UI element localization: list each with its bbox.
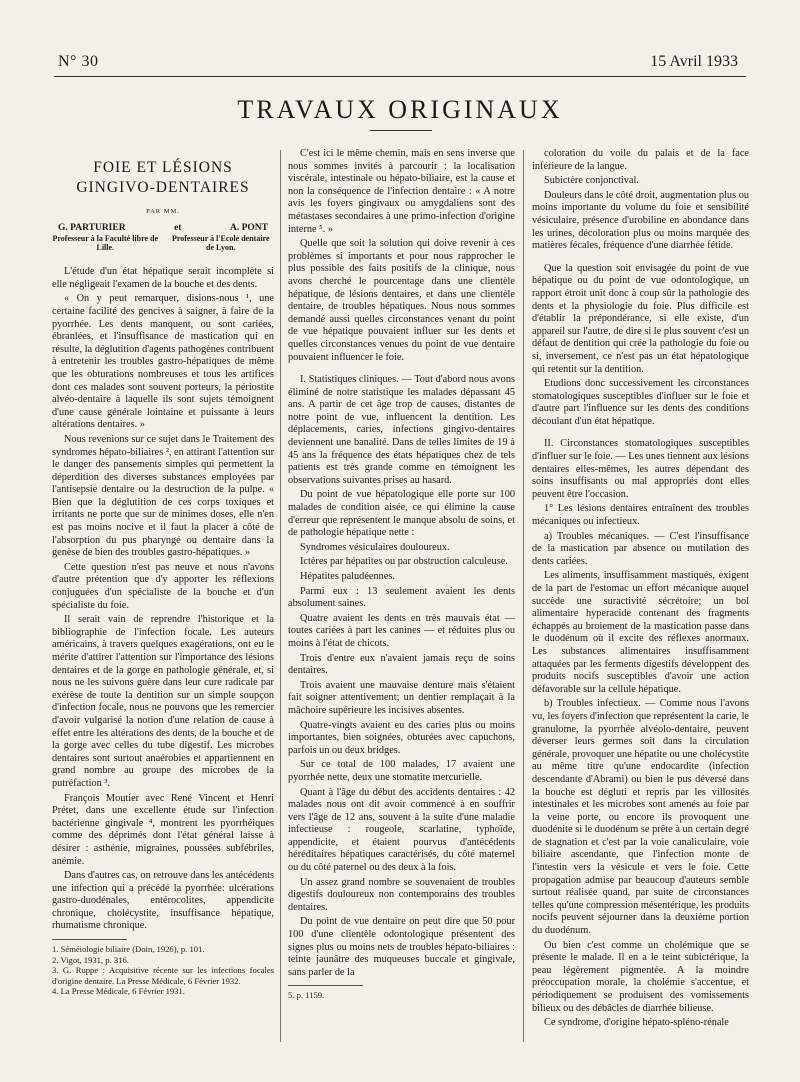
paragraph: Les aliments, insuffisamment mastiqués, exigent de la part de l'estomac un effort mécanique auquel succède une suractivité sécrétoire; un bol alimentaire hyperacide contenant des fragments échappés au broiement de la mastication passe dans le duodénum où il excite des réflexes anormaux. Les substances alimentaires insuffisamment attaquées par les ferments digestifs développent des produits nocifs susceptibles d'avoir une action défavorable sur la cellule hépatique. bbox=[532, 570, 749, 695]
paragraph: Trois avaient une mauvaise denture mais s'étaient fait soigner attentivement; un dentier remplaçait à la mâchoire supérieure les incisives absentes. bbox=[288, 679, 515, 716]
paragraph: Subictère conjonctival. bbox=[544, 175, 639, 187]
article-title bbox=[52, 158, 274, 198]
paragraph: Quatre avaient les dents en très mauvais état — toutes cariées à part les canines — et réduites plus ou moins à l'état de chicots. bbox=[288, 612, 515, 649]
paragraph: Du point de vue dentaire on peut dire que 50 pour 100 d'une clientèle odontologique présentent des signes plus ou moins nets de troubles hépato-biliaires : teinte jaunâtre des muqueuses buccale et gingivale, sans parler de la bbox=[288, 916, 515, 978]
footnote: 2. Vigot, 1931, p. 316. bbox=[52, 954, 129, 965]
paragraph: François Moutier avec René Vincent et Henri Prétet, dans une excellente étude sur l'infection bactérienne gingivale ⁴, montrent les pyorrhéiques comme des déprimés dont l'état général laisse à désirer : asthénie, migraines, poussées subfébriles, anémie. bbox=[52, 792, 274, 867]
footnote: 1. Séméiologie biliaire (Doin, 1926), p. 101. bbox=[52, 944, 205, 955]
issue-number: N° 30 bbox=[58, 53, 99, 70]
affiliations bbox=[52, 234, 274, 252]
paragraph: Etudions donc successivement les circonstances stomatologiques susceptibles d'influer sur le foie et d'autre part l'influence sur les dents des conditions découlant d'un état hépatique. bbox=[532, 378, 749, 427]
paragraph: L'étude d'un état hépatique serait incomplète si elle négligeait l'examen de la bouche et des dents. bbox=[52, 266, 274, 290]
paragraph: Sur ce total de 100 malades, 17 avaient une pyorrhée nette, deux une stomatite mercurielle. bbox=[288, 759, 515, 783]
paragraph: Que la question soit envisagée du point de vue hépatique ou du point de vue odontologique, un rapport étroit unit donc à coup sûr la pathologie des dents et la physiologie du foie. Plus difficile est d'établir la prépondérance, si elle existe, d'un appareil sur l'autre, de dire si le plus souvent c'est un défaut de dentition qui crée la pathologie du foie ou si, inversement, ce n'est pas un état hépatologique qui retentit sur la dentition. bbox=[532, 262, 749, 375]
paragraph: Dans d'autres cas, on retrouve dans les antécédents une infection qui a précédé la pyorrhée: ulcérations gastro-duodénales, entérocolites, appendicite chronique, cholécystite, insuffisance hépatique, rhumatisme chronique. bbox=[52, 870, 274, 932]
issue-date: 15 Avril 1933 bbox=[650, 53, 738, 70]
column-divider bbox=[280, 150, 281, 1042]
paragraph: Syndromes vésiculaires douloureux. bbox=[300, 541, 450, 553]
paragraph: Cette question n'est pas neuve et nous n'avons d'autre prétention que d'y apporter les réflexions conjuguées d'un spécialiste de la bouche et d'un spécialiste du foie. bbox=[52, 561, 274, 611]
author-conjunction: et bbox=[174, 222, 182, 233]
paragraph: 1° Les lésions dentaires entraînent des troubles mécaniques ou infectieux. bbox=[532, 503, 749, 528]
footnote-rule bbox=[288, 985, 363, 986]
author-pont: A. PONT bbox=[230, 222, 268, 233]
by-label: PAR MM. bbox=[146, 208, 180, 215]
paragraph: Quatre-vingts avaient eu des caries plus ou moins importantes, bien soignées, obturées avec capuchons, parfois un ou deux bridges. bbox=[288, 719, 515, 756]
footnote: 5. p. 1159. bbox=[288, 990, 325, 1001]
paragraph: a) Troubles mécaniques. — C'est l'insuffisance de la mastication par absence ou mutilation des dents cariées. bbox=[532, 530, 749, 567]
paragraph: Un assez grand nombre se souvenaient de troubles digestifs douloureux non contemporains des troubles dentaires. bbox=[288, 876, 515, 913]
footnote-rule bbox=[52, 939, 127, 940]
paragraph: « On y peut remarquer, disions-nous ¹, une certaine facilité des gencives à saigner, à faire de la pyorrhée. Les dents manquent, ou sont cariées, ébranlées, et l'insuffisance de mastication qui en résulte, la déglutition d'agents pathogènes contribuent à entretenir les troubles gastro-hépatiques de même que les obturations nombreuses et tous les artifices dont ces malades sont souvent porteurs, la périostite alvéo-dentaire à laquelle ils sont sujets témoignent d'une cause générale lointaine et puissante à leurs altérations dentaires. » bbox=[52, 293, 274, 431]
paragraph: Du point de vue hépatologique elle porte sur 100 malades de condition aisée, ce qui élimine la cause d'erreur que représentent le manque absolu de soins, et de pathologie hépatique nette : bbox=[288, 489, 515, 539]
paragraph: Ce syndrome, d'origine hépato-spléno-rénale bbox=[544, 1017, 729, 1029]
footnote: 4. La Presse Médicale, 6 Février 1931. bbox=[52, 986, 185, 997]
paragraph: Trois d'entre eux n'avaient jamais reçu de soins dentaires. bbox=[288, 652, 515, 677]
affiliation-pont: Professeur à l'Ecole dentaire de Lyon. bbox=[171, 234, 270, 253]
footnote: 3. G. Ruppe : Acquisitive récente sur les infections focales d'origine dentaire. La Presse Médicale, 6 Février 1932. bbox=[52, 965, 274, 986]
column-2 bbox=[288, 148, 515, 1001]
paragraph: Ictères par hépatites ou par obstruction calculeuse. bbox=[300, 556, 508, 568]
column-1 bbox=[52, 148, 274, 997]
paragraph: Hépatites paludéennes. bbox=[300, 571, 395, 582]
article-title-line1: FOIE ET LÉSIONS bbox=[93, 159, 233, 176]
column-3 bbox=[532, 148, 749, 1032]
header-rule bbox=[54, 76, 746, 77]
section-heading-circonstances: II. Circonstances stomatologiques susceptibles d'influer sur le foie. — Les unes tiennent aux lésions dentaires elles-mêmes, les autres dépendant des soins insuffisants ou mal appropriés dont elles peuvent être l'occasion. bbox=[532, 438, 749, 500]
paragraph: Quant à l'âge du début des accidents dentaires : 42 malades nous ont dit avoir commencé à en souffrir vers l'âge de 12 ans, souvent à la suite d'une maladie infectieuse : rougeole, scarlatine, typhoïde, appendicite, et étaient pourvus d'antécédents héréditaires hépatiques caractérisés, du côté maternel ou du côté paternel ou des deux à la fois. bbox=[288, 786, 515, 874]
paragraph: C'est ici le même chemin, mais en sens inverse que nous sommes invités à parcourir : la localisation viscérale, intestinale ou hépato-biliaire, est la cause et non la conséquence de l'infection dentaire : « A notre avis les foyers gingivaux ou amygdaliens sont des métastases secondaires à une primo-infection d'origine interne ⁵. » bbox=[288, 148, 515, 235]
author-parturier: G. PARTURIER bbox=[58, 222, 126, 233]
section-heading-statistiques: I. Statistiques cliniques. — Tout d'abord nous avons éliminé de notre statistique les malades dépassant 45 ans. A partir de cet âge trop de causes, distantes de notre point de vue, influencent la dentition. Les déplacements, caries, infections gingivo-dentaires deviennent une banalité. Dans de telles limites de 19 à 45 ans la fréquence des états hépatiques chez de tels patients est très grande comme en témoignent les observations suivantes prises au hasard. bbox=[288, 374, 515, 486]
section-title: TRAVAUX ORIGINAUX bbox=[237, 95, 563, 124]
paragraph: Quelle que soit la solution qui doive revenir à ces problèmes si importants et pour nous rapprocher le plus possible des faits positifs de la clinique, nous avons cherché le pourcentage dans une clientèle hépatique, de lésions dentaires, et dans une clientèle dentaire, de troubles hépatiques. Nous nous sommes demandé aussi quelles circonstances venant du point de vue hépatique pouvaient influer sur les dents et quelles circonstances venues du point de vue dentaire pouvaient influencer le foie. bbox=[288, 238, 515, 363]
article-title-line2: GINGIVO-DENTAIRES bbox=[76, 179, 250, 196]
affiliation-parturier: Professeur à la Faculté libre de Lille. bbox=[52, 234, 159, 253]
paragraph: Ou bien c'est comme un cholémique que se présente le malade. Il en a le teint subictérique, la peau légèrement pigmentée. A la moindre préoccupation morale, la cholémie s'accentue, et périodiquement se produisent des vomissements bilieux ou des débâcles de diarrhée bilieuse. bbox=[532, 939, 749, 1014]
paragraph: coloration du voile du palais et de la face inférieure de la langue. bbox=[532, 148, 749, 172]
paragraph: Il serait vain de reprendre l'historique et la bibliographie de l'infection focale. Les auteurs américains, à travers quelques exagérations, ont eu le mérite d'attirer l'attention sur l'importance des lésions dentaires et de la gorge en pathologie générale, et, si nous ne les suivons guère dans leur cure radicale par exérèse de toute la dentition sur un simple soupçon d'infection focale, nous ne pouvons que les remercier d'avoir vulgarisé la notion d'une relation de cause à effet entre les altérations des dents, de la bouche et de la gorge avec celles du tube digestif. Les microbes dentaires sont surtout anaérobies et appartiennent en grand nombre au groupe des microbes de la putréfaction ³. bbox=[52, 614, 274, 789]
paragraph: Douleurs dans le côté droit, augmentation plus ou moins importante du volume du foie et sensibilité vésiculaire, présence d'urobiline en abondance dans les urines, décoloration plus ou moins marquée des matières fécales, fréquence d'une diarrhée fétide. bbox=[532, 189, 749, 252]
column-divider bbox=[523, 150, 524, 1042]
authors bbox=[52, 222, 274, 235]
paragraph: b) Troubles infectieux. — Comme nous l'avons vu, les foyers d'infection que représentent la carie, le granulome, la pyorrhée alvéolo-dentaire, peuvent déverser leurs germes soit dans la circulation générale, provoquer une hépatite ou une cholécystite au même titre qu'une endocardite (infection descendante d'Abrami) ou bien le pus déversé dans la bouche est dégluti et repris par les villosités intestinales et les microbes sont amenés au foie par la veine porte, ou encore ils provoquent une duodénite si le duodénum se prête à un certain degré de stagnation et c'est par la voie canaliculaire, voie biliaire ascendante, que l'infection monte de l'intestin vers la vésicule et vers le foie. Cette propagation admise par beaucoup d'auteurs semble surtout réalisée quand, par suite de circonstances telles qu'une compression mésentérique, les produits nocifs peuvent séjourner dans la deuxième portion du duodénum. bbox=[532, 698, 750, 937]
paragraph: Parmi eux : 13 seulement avaient les dents absolument saines. bbox=[288, 585, 515, 610]
title-rule bbox=[370, 130, 432, 131]
paragraph: Nous revenions sur ce sujet dans le Traitement des syndromes hépato-biliaires ², en attirant l'attention sur le danger des pansements simples qui permettent la déperdition des diverses substances employées par l'antisepsie dentaire ou la destruction de la pulpe. « Bien que la déglutition de ces corps toxiques et irritants ne porte que sur de minimes doses, elle n'en est pas moins nocive et il faut la placer à côté de l'absorption du pus pharyngé ou dentaire dans la genèse de bien des troubles gastro-hépatiques. » bbox=[52, 433, 274, 559]
